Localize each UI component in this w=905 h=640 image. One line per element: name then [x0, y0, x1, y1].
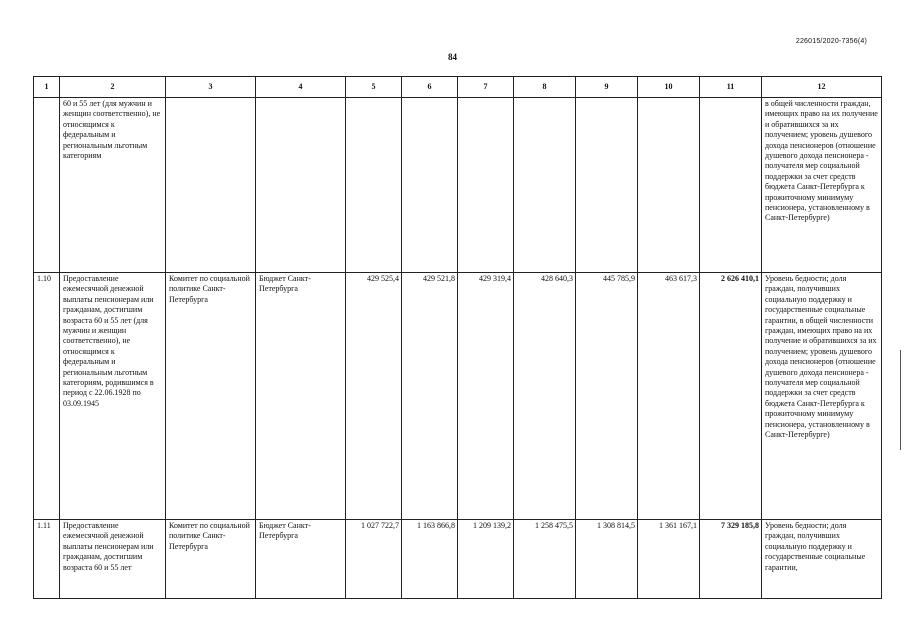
amount-cell: 428 640,3: [514, 273, 576, 520]
table-row: [34, 273, 882, 520]
amount-cell: 429 521,8: [402, 273, 458, 520]
amount-cell: 429 319,4: [458, 273, 514, 520]
column-header: 6: [402, 77, 458, 98]
column-header: 11: [700, 77, 762, 98]
executor-cell: Комитет по социальной политике Санкт-Петербурга: [166, 273, 256, 520]
column-header: 1: [34, 77, 60, 98]
amount-cell: 1 361 167,1: [638, 520, 700, 599]
amount-cell: [458, 98, 514, 273]
row-number-cell: 1.10: [34, 273, 60, 520]
amount-cell: 1 258 475,5: [514, 520, 576, 599]
measure-name-cell: 60 и 55 лет (для мужчин и женщин соответственно), не относящимся к федеральным и региональным льготным категориям: [60, 98, 166, 273]
document-id: 226015/2020-7356(4): [795, 38, 867, 45]
amount-cell: [402, 98, 458, 273]
indicator-cell: Уровень бедности; доля граждан, получивших социальную поддержку и государственные социальные гарантии, в общей численности граждан, имеющих право на их получение и обратившихся за их получением; уровень душевого дохода пенсионеров (отношение душевого дохода пенсионера - получателя мер социальной поддержки за счет средств бюджета Санкт-Петербурга к прожиточному минимуму пенсионера, установленному в Санкт-Петербурге): [762, 273, 882, 520]
column-header: 2: [60, 77, 166, 98]
total-cell: [700, 98, 762, 273]
executor-cell: Комитет по социальной политике Санкт-Петербурга: [166, 520, 256, 599]
amount-cell: 445 785,9: [576, 273, 638, 520]
amount-cell: 1 308 814,5: [576, 520, 638, 599]
row-number-cell: [34, 98, 60, 273]
table-row: [34, 98, 882, 273]
row-number-cell: 1.11: [34, 520, 60, 599]
measure-name-cell: Предоставление ежемесячной денежной выплаты пенсионерам или гражданам, достигшим возраста 60 и 55 лет: [60, 520, 166, 599]
column-header: 9: [576, 77, 638, 98]
page-number: 84: [448, 52, 457, 62]
data-table: [33, 76, 882, 599]
column-header: 3: [166, 77, 256, 98]
amount-cell: [346, 98, 402, 273]
funding-source-cell: Бюджет Санкт-Петербурга: [256, 520, 346, 599]
amount-cell: 1 163 866,8: [402, 520, 458, 599]
measure-name-cell: Предоставление ежемесячной денежной выплаты пенсионерам или гражданам, достигшим возраста 60 и 55 лет (для мужчин и женщин соответственно), не относящимся к федеральным и региональным льготным категориям, родившимся в период с 22.06.1928 по 03.09.1945: [60, 273, 166, 520]
column-header: 10: [638, 77, 700, 98]
column-header: 4: [256, 77, 346, 98]
total-cell: 7 329 185,8: [700, 520, 762, 599]
funding-source-cell: [256, 98, 346, 273]
amount-cell: [576, 98, 638, 273]
column-header: 12: [762, 77, 882, 98]
header-row: [34, 77, 882, 98]
amount-cell: 1 209 139,2: [458, 520, 514, 599]
column-header: 5: [346, 77, 402, 98]
funding-source-cell: Бюджет Санкт-Петербурга: [256, 273, 346, 520]
total-cell: 2 626 410,1: [700, 273, 762, 520]
amount-cell: [514, 98, 576, 273]
scan-edge-line: [900, 350, 901, 450]
amount-cell: 463 617,3: [638, 273, 700, 520]
indicator-cell: в общей численности граждан, имеющих право на их получение и обратившихся за их получением; уровень душевого дохода пенсионеров (отношение душевого дохода пенсионера - получателя мер социальной поддержки за счет средств бюджета Санкт-Петербурга к прожиточному минимуму пенсионера, установленному в Санкт-Петербурге): [762, 98, 882, 273]
column-header: 8: [514, 77, 576, 98]
amount-cell: 1 027 722,7: [346, 520, 402, 599]
amount-cell: [638, 98, 700, 273]
column-header: 7: [458, 77, 514, 98]
executor-cell: [166, 98, 256, 273]
table-row: [34, 520, 882, 599]
amount-cell: 429 525,4: [346, 273, 402, 520]
indicator-cell: Уровень бедности; доля граждан, получивших социальную поддержку и государственные социальные гарантии,: [762, 520, 882, 599]
